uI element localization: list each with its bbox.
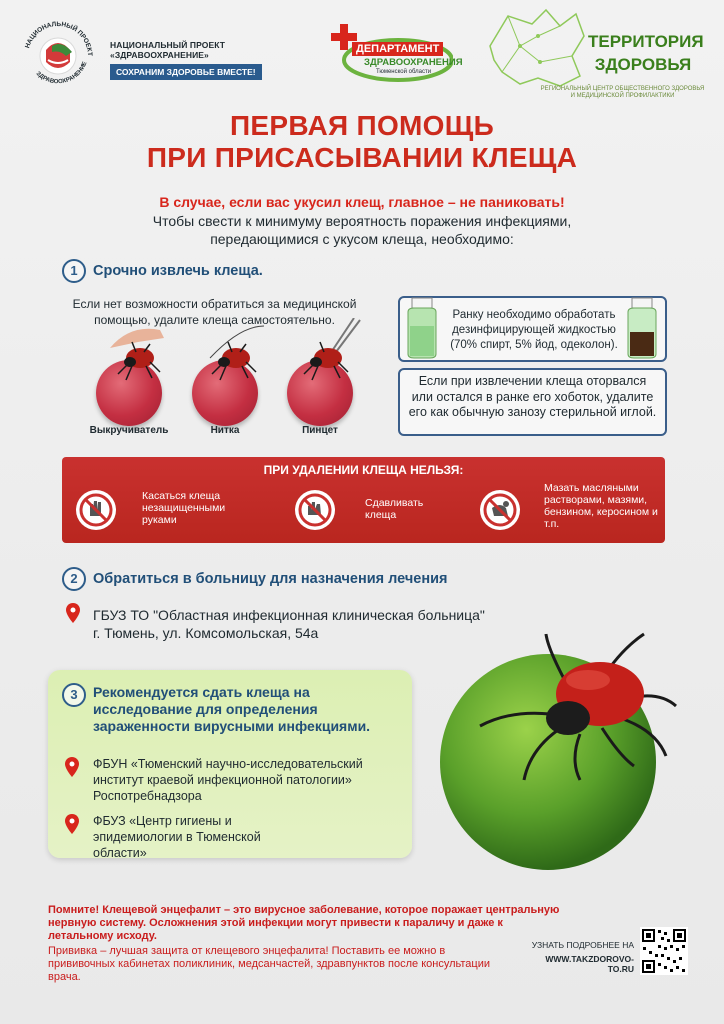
tick-icon <box>210 326 264 380</box>
location-pin-icon <box>66 603 80 623</box>
tool-label-thread: Нитка <box>210 425 240 436</box>
tick-head <box>546 701 590 735</box>
national-project-text <box>110 40 290 80</box>
no-oil-icon <box>480 490 520 530</box>
step-3-number: 3 <box>62 683 86 707</box>
more-info <box>522 940 634 974</box>
forbidden-text-oil: Мазать масляными растворами, мазями, бензином, керосином и т.п. <box>544 482 658 530</box>
forbidden-item-squeeze <box>295 486 455 536</box>
no-squeeze-icon <box>295 490 335 530</box>
title-line-1: ПЕРВАЯ ПОМОЩЬ <box>230 110 494 141</box>
forbidden-title: ПРИ УДАЛЕНИИ КЛЕЩА НЕЛЬЗЯ: <box>263 463 464 477</box>
department-name: ДЕПАРТАМЕНТ <box>352 42 443 56</box>
tool-label-tweezers: Пинцет <box>302 425 338 436</box>
intro-warning: В случае, если вас укусил клещ, главное – не паниковать! <box>159 194 565 210</box>
step-1-text: Если нет возможности обратиться за медицинской помощью, удалите клеща самостоятельно. <box>72 297 357 327</box>
antiseptic-bottle-icon <box>402 296 442 360</box>
forbidden-text-squeeze: Сдавливать клеща <box>365 497 424 521</box>
svg-text:НАЦИОНАЛЬНЫЙ ПРОЕКТ: НАЦИОНАЛЬНЫЙ ПРОЕКТ <box>24 20 94 57</box>
forbidden-banner <box>62 457 665 543</box>
national-project-logo <box>18 16 98 88</box>
territory-logo <box>480 6 710 102</box>
tick-icon <box>304 318 360 380</box>
no-hand-icon <box>76 490 116 530</box>
hospital-street: г. Тюмень, ул. Комсомольская, 54а <box>93 625 319 641</box>
step-2-title: Обратиться в больницу для назначения лечения <box>93 571 448 587</box>
encephalitis-warning: Помните! Клещевой энцефалит – это вирусное заболевание, которое поражает центральную нервную систему. Осложнения этой инфекции могут привести к параличу и даже к летальному исходу. <box>48 904 560 942</box>
intro-line-2: передающимися с укусом клеща, необходимо: <box>210 231 514 247</box>
website-link[interactable]: WWW.TAKZDOROVO-TO.RU <box>545 954 634 974</box>
qr-code-icon[interactable] <box>640 927 688 975</box>
page-title <box>0 110 724 174</box>
svg-text:ЗДРАВООХРАНЕНИЕ: ЗДРАВООХРАНЕНИЕ <box>34 60 89 86</box>
iodine-bottle-icon <box>622 296 662 360</box>
disinfect-text: Ранку необходимо обработать дезинфицирующей жидкостью (70% спирт, 5% йод, одеколон). <box>450 309 618 351</box>
proboscis-text: Если при извлечении клеща оторвался или остался в ранке его хоботок, удалите его как обычную занозу стерильной иглой. <box>408 374 657 419</box>
tick-illustrations <box>90 318 380 388</box>
more-info-label: УЗНАТЬ ПОДРОБНЕЕ НА <box>531 940 634 950</box>
step-1-number: 1 <box>62 259 86 283</box>
step-3-box <box>48 670 412 858</box>
moss-ball-tick-illustration <box>420 630 710 880</box>
department-name-2: ЗДРАВООХРАНЕНИЯ <box>364 57 463 68</box>
tick-icon <box>118 342 160 380</box>
hand-icon <box>110 329 164 348</box>
vaccination-note: Прививка – лучшая защита от клещевого энцефалита! Поставить ее можно в прививочных кабинетах поликлиник, медсанчастей, здравпунктов после консультации врача. <box>48 945 490 983</box>
forbidden-item-oil <box>480 482 665 536</box>
step-3-title: Рекомендуется сдать клеща на исследование для определения зараженности вирусными инфекциями. <box>93 684 371 734</box>
national-project-slogan: СОХРАНИМ ЗДОРОВЬЕ ВМЕСТЕ! <box>110 64 262 80</box>
intro-text <box>0 212 724 248</box>
department-logo <box>328 18 463 88</box>
national-project-title: НАЦИОНАЛЬНЫЙ ПРОЕКТ «ЗДРАВООХРАНЕНИЕ» <box>110 40 226 60</box>
intro-line-1: Чтобы свести к минимуму вероятность поражения инфекциями, <box>152 213 572 229</box>
department-region: Тюменской области <box>376 69 432 75</box>
institution-2: ФБУЗ «Центр гигиены и эпидемиологии в Тюменской области» <box>93 814 261 860</box>
proboscis-box <box>398 368 667 436</box>
forbidden-text-hands: Касаться клеща незащищенными руками <box>142 490 226 526</box>
location-pin-icon <box>65 814 79 834</box>
step-2-number: 2 <box>62 567 86 591</box>
tool-label-twister: Выкручиватель <box>89 425 169 436</box>
title-line-2: ПРИ ПРИСАСЫВАНИИ КЛЕЩА <box>146 142 578 173</box>
institution-1: ФБУН «Тюменский научно-исследовательский институт краевой инфекционной патологии» Роспотребнадзора <box>93 757 363 803</box>
location-pin-icon <box>65 757 79 777</box>
step-1-title: Срочно извлечь клеща. <box>93 263 263 279</box>
forbidden-item-hands <box>76 486 256 536</box>
territory-title: ТЕРРИТОРИЯ ЗДОРОВЬЯ <box>588 32 704 74</box>
hospital-name: ГБУЗ ТО "Областная инфекционная клиническая больница" <box>93 607 485 623</box>
territory-subtitle: РЕГИОНАЛЬНЫЙ ЦЕНТР ОБЩЕСТВЕННОГО ЗДОРОВЬЯ И МЕДИЦИНСКОЙ ПРОФИЛАКТИКИ <box>540 86 705 99</box>
